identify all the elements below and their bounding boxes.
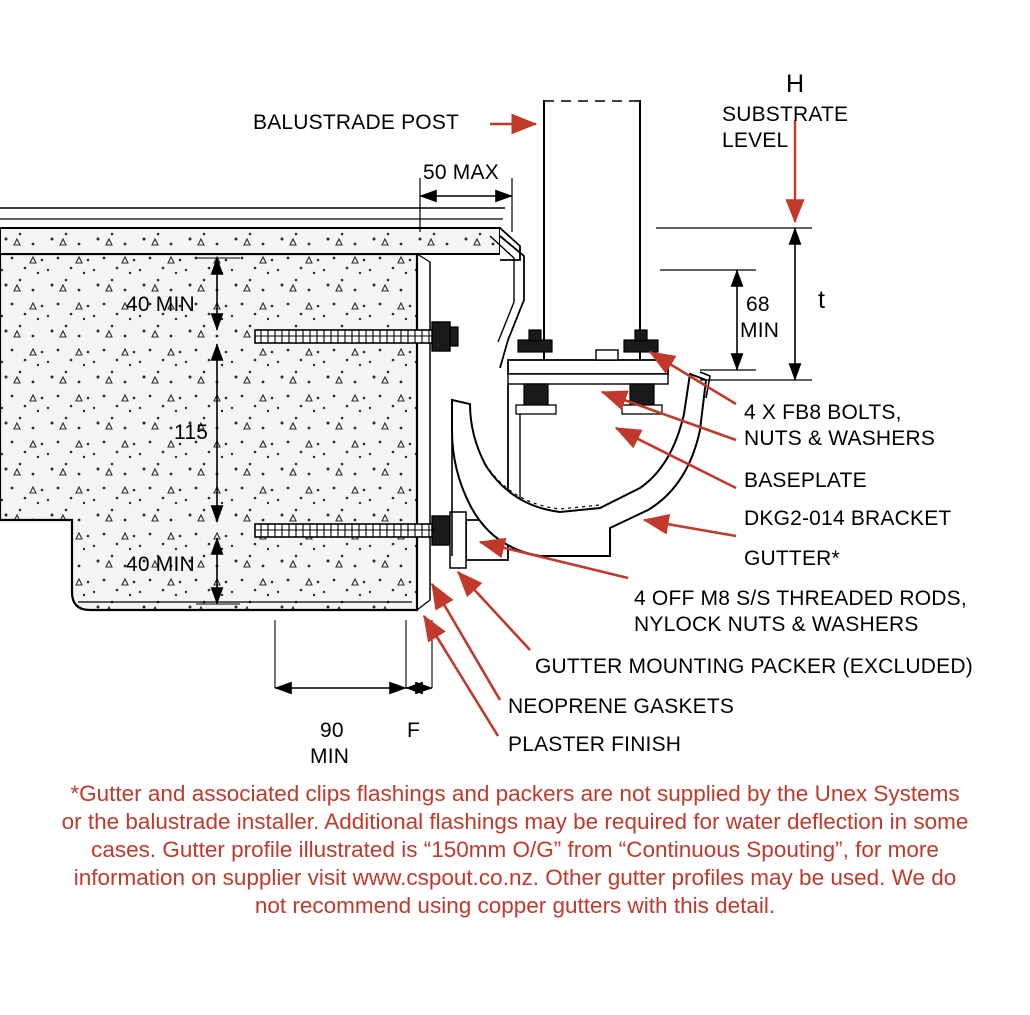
footnote-text: *Gutter and associated clips flashings and packers are not supplied by the Unex Systems or the balustrade installer. Additional flashings may be required for water deflection in some cases. Gutter profile illustrated is “150mm O/G” from “Continuous Spouting”, for more information on supplier visit www.cspout.co.nz. Other gutter profiles may be used. We do not recommend using copper gutters with this detail. [61,781,969,918]
dimension-50-max: 50 MAX [423,161,499,184]
gutter [452,372,710,556]
dimension-40-min-top: 40 MIN [126,293,195,316]
label-h: H [786,70,805,98]
label-t: t [818,286,826,314]
callout-gutter: GUTTER* [744,547,840,570]
label-balustrade-post: BALUSTRADE POST [253,111,460,134]
dimension-f: F [407,719,421,742]
callout-neoprene-gaskets: NEOPRENE GASKETS [508,695,735,718]
callout-threaded-rods-line1: 4 OFF M8 S/S THREADED RODS, [634,587,967,610]
dimension-90-line2: MIN [310,745,350,768]
dimension-68-line1: 68 [746,293,770,316]
dimension-68-line2: MIN [740,319,780,342]
balustrade-post [544,100,640,360]
concrete-slab [0,208,524,610]
dimension-40-min-bottom: 40 MIN [126,553,195,576]
callout-bolts-line2: NUTS & WASHERS [744,427,936,450]
callout-bolts-line1: 4 X FB8 BOLTS, [744,401,902,424]
dimension-115: 115 [174,421,209,444]
callout-bracket: DKG2-014 BRACKET [744,507,952,530]
callout-baseplate: BASEPLATE [744,469,867,492]
label-substrate-level-line2: LEVEL [722,129,789,152]
label-substrate-level-line1: SUBSTRATE [722,103,849,126]
callout-plaster-finish: PLASTER FINISH [508,733,682,756]
callout-mounting-packer: GUTTER MOUNTING PACKER (EXCLUDED) [535,655,973,678]
callout-threaded-rods-line2: NYLOCK NUTS & WASHERS [634,613,919,636]
dimension-90-line1: 90 [320,719,344,742]
